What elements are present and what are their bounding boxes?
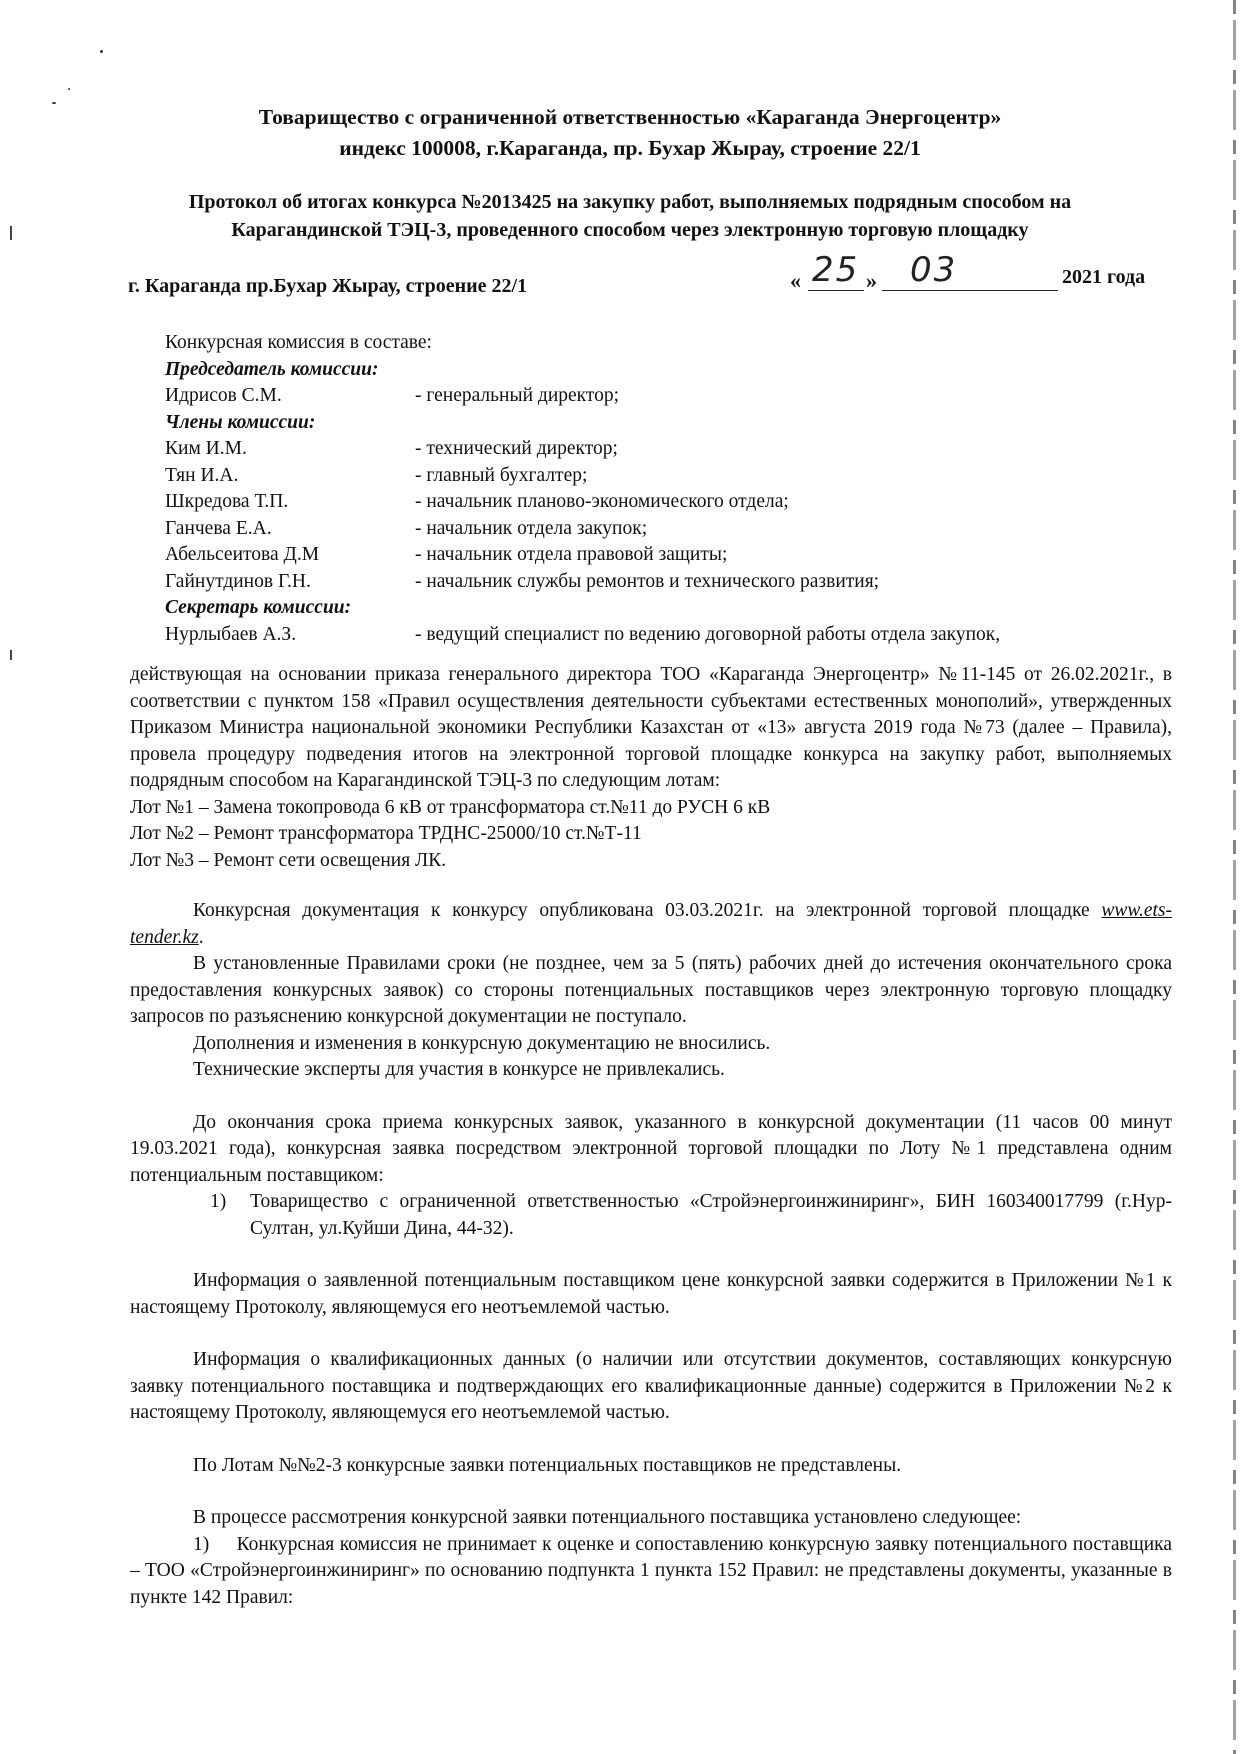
- member-role: - начальник планово-экономического отдела;: [415, 491, 789, 512]
- date-close-quote: »: [866, 268, 877, 293]
- published-text: Конкурсная документация к конкурсу опубликована 03.03.2021г. на электронной торговой площадке: [193, 900, 1090, 921]
- place-line: г. Караганда пр.Бухар Жырау, строение 22/1: [128, 275, 528, 297]
- member-name: Ким И.М.: [165, 438, 247, 459]
- protocol-title: [130, 188, 1130, 244]
- commission-row: [165, 436, 1145, 463]
- member-role: - начальник отдела правовой защиты;: [415, 544, 728, 565]
- commission-row: [165, 516, 1145, 543]
- spacer: [130, 1479, 1172, 1505]
- member-name: Гайнутдинов Г.Н.: [165, 570, 311, 592]
- member-name: Тян И.А.: [165, 464, 239, 486]
- scan-speck: [100, 50, 103, 53]
- date-month-handwritten: 03: [910, 250, 958, 290]
- scan-mark: [10, 226, 12, 240]
- scan-speck: [52, 102, 56, 104]
- price-info-paragraph: Информация о заявленной потенциальным поставщиком цене конкурсной заявки содержится в Приложении №1 к настоящему Протоколу, являющемуся его неотъемлемой частью.: [130, 1270, 1172, 1318]
- date-open-quote: «: [790, 268, 801, 293]
- bidder-text: Товарищество с ограниченной ответственностью «Стройэнергоинжиниринг», БИН 160340017799 (г.Нур-Султан, ул.Куйши Дина, 44-32).: [250, 1191, 1172, 1239]
- deadline-paragraph: До окончания срока приема конкурсных заявок, указанного в конкурсной документации (11 часов 00 минут 19.03.2021 года), конкурсная заявка посредством электронной торговой площадки по Лоту №1 представлена одним потенциальным поставщиком:: [130, 1111, 1172, 1186]
- qualification-info-paragraph: Информация о квалификационных данных (о наличии или отсутствии документов, составляющих конкурсную заявку потенциального поставщика и подтверждающих его квалификационные данные) содержится в Приложении №2 к настоящему Протоколу, являющемуся его неотъемлемой частью.: [130, 1349, 1172, 1423]
- spacer: [130, 1084, 1172, 1110]
- spacer: [130, 1321, 1172, 1347]
- finding-item: [130, 1532, 1172, 1612]
- secretary-heading: Секретарь комиссии:: [165, 597, 352, 618]
- date-day-underline: [808, 290, 864, 291]
- scan-speck: [68, 88, 70, 90]
- spacer: [130, 874, 1172, 898]
- date-day-handwritten: 25: [812, 250, 860, 290]
- commission-row: [165, 383, 1145, 410]
- member-role: - генеральный директор;: [415, 385, 620, 406]
- member-role: - начальник службы ремонтов и технического развития;: [415, 570, 880, 592]
- lot-item: Лот №1 – Замена токопровода 6 кВ от трансформатора ст.№11 до РУСН 6 кВ: [130, 796, 771, 818]
- no-bids-paragraph: По Лотам №№2-3 конкурсные заявки потенциальных поставщиков не представлены.: [193, 1454, 902, 1476]
- tender-site-link[interactable]: www.ets-tender.kz: [130, 900, 1172, 948]
- basis-paragraph: действующая на основании приказа генерального директора ТОО «Караганда Энергоцентр» №11-145 от 26.02.2021г., в соответствии с пунктом 158 «Правил осуществления деятельности субъектами естественных монополий», утвержденных Приказом Министра национальной экономики Республики Казахстан от «13» августа 2019 года №73 (далее – Правила), провела процедуру подведения итогов на электронной торговой площадке конкурса на закупку работ, выполняемых подрядным способом на Карагандинской ТЭЦ-3 по следующим лотам:: [130, 664, 1172, 791]
- bidder-item: [130, 1189, 1172, 1242]
- protocol-title-line-1: Протокол об итогах конкурса №2013425 на закупку работ, выполняемых подрядным способом на: [188, 191, 1072, 213]
- scan-mark: [10, 650, 12, 660]
- member-role: - ведущий специалист по ведению договорной работы отдела закупок,: [415, 623, 1001, 645]
- no-changes-paragraph: Дополнения и изменения в конкурсную документацию не вносились.: [193, 1032, 771, 1054]
- company-header: [150, 102, 1110, 164]
- commission-row: [165, 622, 1145, 649]
- member-name: Идрисов С.М.: [165, 385, 282, 406]
- member-role: - главный бухгалтер;: [415, 464, 588, 486]
- protocol-title-line-2: Карагандинской ТЭЦ-3, проведенного способом через электронную торговую площадку: [231, 219, 1029, 241]
- company-address: индекс 100008, г.Караганда, пр. Бухар Жырау, строение 22/1: [339, 136, 921, 160]
- protocol-date: [790, 250, 1160, 300]
- no-experts-paragraph: Технические эксперты для участия в конкурсе не привлекались.: [193, 1059, 725, 1080]
- spacer: [130, 1242, 1172, 1268]
- commission-row: [165, 569, 1145, 596]
- lot-item: Лот №2 – Ремонт трансформатора ТРДНС-25000/10 ст.№Т-11: [130, 823, 642, 844]
- member-name: Ганчева Е.А.: [165, 517, 272, 539]
- commission-row: [165, 542, 1145, 569]
- protocol-body: [130, 662, 1172, 1611]
- commission-row: [165, 489, 1145, 516]
- members-heading: Члены комиссии:: [165, 411, 316, 433]
- member-role: - технический директор;: [415, 438, 618, 459]
- commission-intro: Конкурсная комиссия в составе:: [165, 332, 432, 353]
- commission-row: [165, 463, 1145, 490]
- finding-number: 1): [193, 1533, 210, 1555]
- published-end: .: [198, 926, 204, 948]
- published-paragraph: [130, 898, 1172, 951]
- date-year: 2021 года: [1062, 266, 1146, 288]
- lot-item: Лот №3 – Ремонт сети освещения ЛК.: [130, 849, 447, 871]
- chair-heading: Председатель комиссии:: [165, 358, 379, 380]
- bidder-number: 1): [210, 1191, 227, 1212]
- spacer: [130, 1427, 1172, 1453]
- commission-list: [165, 330, 1145, 648]
- member-name: Абельсеитова Д.М: [165, 544, 320, 565]
- member-name: Нурлыбаев А.З.: [165, 623, 297, 645]
- date-month-underline: [882, 290, 1058, 291]
- member-name: Шкредова Т.П.: [165, 491, 289, 512]
- member-role: - начальник отдела закупок;: [415, 517, 648, 539]
- review-intro-paragraph: В процессе рассмотрения конкурсной заявки потенциального поставщика установлено следующее:: [193, 1507, 1022, 1528]
- scan-edge-artifact: [1233, 0, 1236, 1754]
- finding-text: Конкурсная комиссия не принимает к оценке и сопоставлению конкурсную заявку потенциального поставщика – ТОО «Стройэнергоинжиниринг» по основанию подпункта 1 пункта 152 Правил: не представлены документы, указанные в пункте 142 Правил:: [130, 1533, 1172, 1608]
- company-name: Товарищество с ограниченной ответственностью «Караганда Энергоцентр»: [258, 105, 1002, 129]
- no-requests-paragraph: В установленные Правилами сроки (не позднее, чем за 5 (пять) рабочих дней до истечения окончательного срока предоставления конкурсных заявок) со стороны потенциальных поставщиков через электронную торговую площадку запросов по разъяснению конкурсной документации не поступало.: [130, 953, 1172, 1027]
